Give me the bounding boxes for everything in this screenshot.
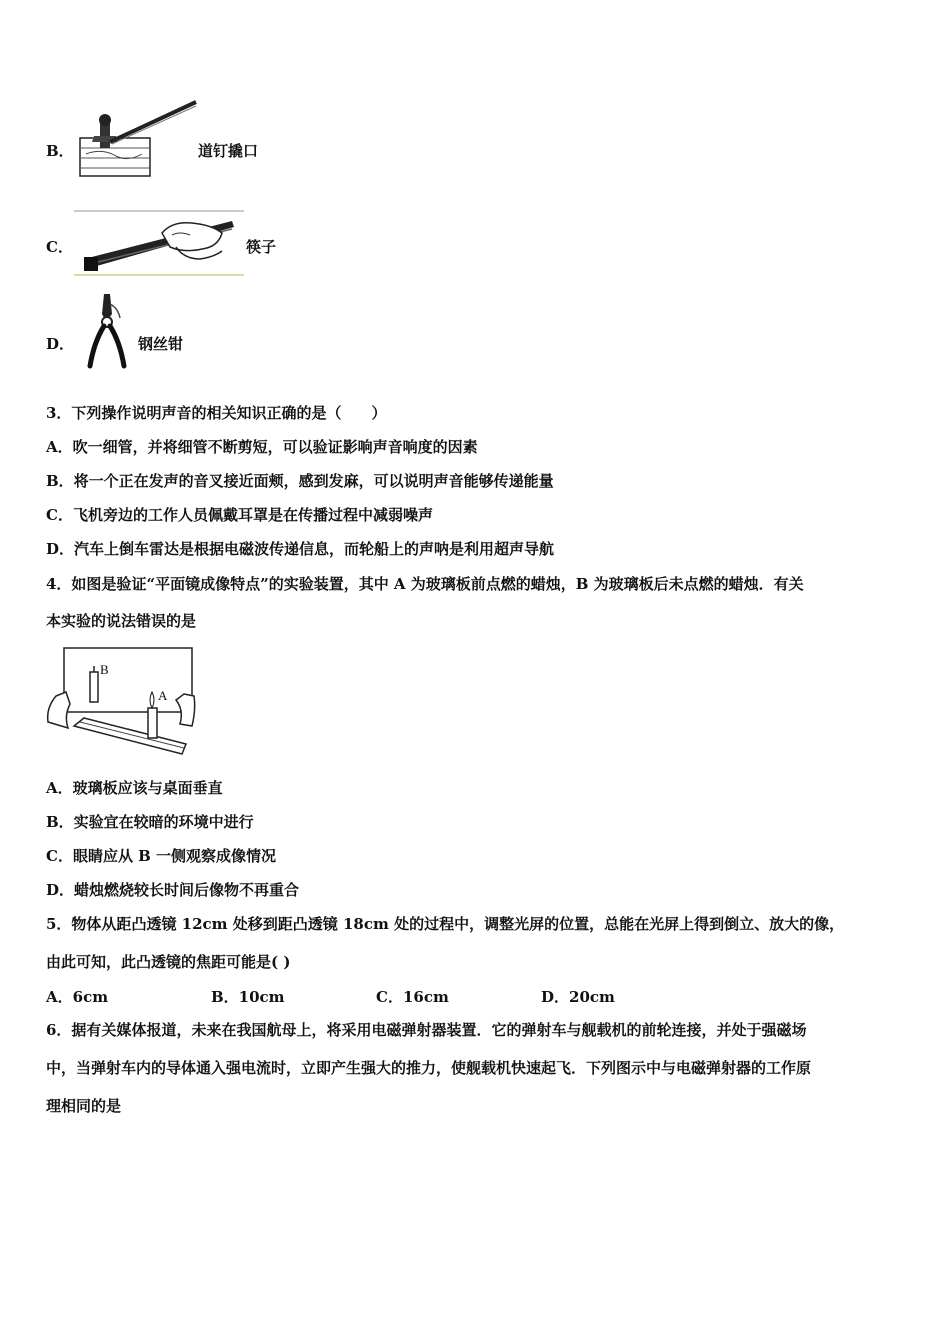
option-d-label: 钢丝钳 — [138, 335, 184, 353]
option-d-letter: D． — [46, 335, 75, 353]
question-6-line3: 理相同的是 — [46, 1097, 122, 1115]
question-3-option-d: D．汽车上倒车雷达是根据电磁波传递信息，而轮船上的声呐是利用超声导航 — [46, 540, 555, 558]
question-3-option-a: A．吹一细管，并将细管不断剪短，可以验证影响声音响度的因素 — [46, 438, 478, 456]
candle-a-label: A — [158, 688, 168, 703]
question-4-option-c: C．眼睛应从 B 一侧观察成像情况 — [46, 847, 277, 865]
option-c-label: 筷子 — [246, 238, 277, 256]
option-b-letter: B． — [46, 142, 74, 160]
question-3-stem: 3．下列操作说明声音的相关知识正确的是（ ） — [46, 404, 387, 422]
option-c-letter: C． — [46, 238, 73, 256]
question-4-option-b: B．实验宜在较暗的环境中进行 — [46, 813, 254, 831]
question-3-option-b: B．将一个正在发声的音叉接近面颊，感到发麻，可以说明声音能够传递能量 — [46, 472, 554, 490]
question-4-stem-line1: 4．如图是验证“平面镜成像特点”的实验装置，其中 A 为玻璃板前点燃的蜡烛，B 为玻璃板后未点燃的蜡烛．有关 — [46, 575, 804, 593]
question-5-choice-d: D．20cm — [541, 988, 615, 1006]
question-5-choice-a: A．6cm — [46, 988, 109, 1006]
question-6-line2: 中，当弹射车内的导体通入强电流时，立即产生强大的推力，使舰载机快速起飞．下列图示中与电磁弹射器的工作原 — [46, 1059, 812, 1077]
question-4-option-a: A．玻璃板应该与桌面垂直 — [46, 779, 223, 797]
option-b-label: 道钉撬口 — [198, 142, 259, 160]
question-4-stem-line2: 本实验的说法错误的是 — [46, 612, 197, 630]
question-5-choice-b: B．10cm — [211, 988, 285, 1006]
question-6-line1: 6．据有关媒体报道，未来在我国航母上，将采用电磁弹射器装置．它的弹射车与舰载机的前轮连接，并处于强磁场 — [46, 1021, 807, 1039]
chopsticks-hand-icon — [72, 207, 248, 281]
pliers-icon — [84, 292, 130, 370]
question-5-stem-line1: 5．物体从距凸透镜 12cm 处移到距凸透镜 18cm 处的过程中，调整光屏的位置，总能在光屏上得到倒立、放大的像， — [46, 915, 845, 933]
question-4-option-d: D．蜡烛燃烧较长时间后像物不再重合 — [46, 881, 300, 899]
question-5-choice-c: C．16cm — [376, 988, 449, 1006]
question-5-stem-line2: 由此可知，此凸透镜的焦距可能是( ) — [46, 953, 291, 971]
candle-b-label: B — [100, 662, 109, 677]
question-3-option-c: C．飞机旁边的工作人员佩戴耳罩是在传播过程中减弱噪声 — [46, 506, 433, 524]
plane-mirror-experiment-figure — [44, 644, 196, 756]
crowbar-nail-icon — [72, 98, 200, 182]
